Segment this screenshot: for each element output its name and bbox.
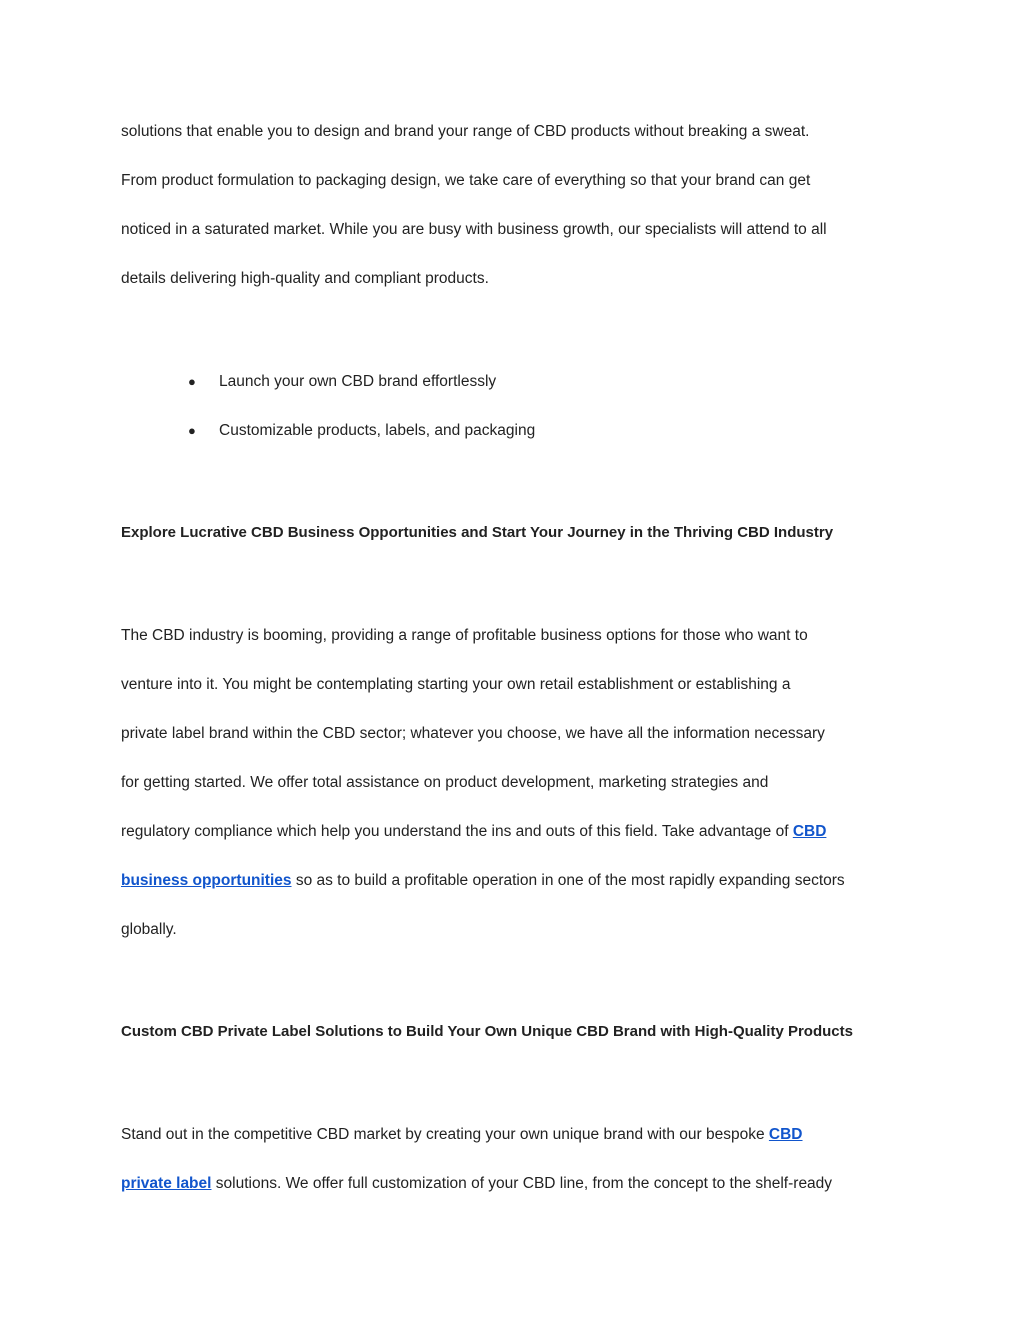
section1-line-7: globally.: [121, 921, 177, 938]
section1-line-2: venture into it. You might be contemplating starting your own retail establishment or establishing a: [121, 676, 791, 693]
section2-heading: Custom CBD Private Label Solutions to Build Your Own Unique CBD Brand with High-Quality Products: [121, 1023, 853, 1040]
section1-line-4: for getting started. We offer total assistance on product development, marketing strategies and: [121, 774, 769, 791]
section1-line-5-text: regulatory compliance which help you understand the ins and outs of this field. Take advantage of: [121, 823, 793, 840]
section1-line-3: private label brand within the CBD sector; whatever you choose, we have all the information necessary: [121, 725, 825, 742]
section2-line-2: [121, 1174, 832, 1194]
section1-line-1: The CBD industry is booming, providing a range of profitable business options for those who want to: [121, 627, 808, 644]
cbd-private-label-link-part1[interactable]: CBD: [768, 1126, 803, 1143]
bullet-marker: ●: [188, 374, 196, 389]
section1-heading: Explore Lucrative CBD Business Opportunities and Start Your Journey in the Thriving CBD Industry: [121, 524, 834, 541]
section1-line-6: [121, 871, 845, 891]
intro-line-3: noticed in a saturated market. While you are busy with business growth, our specialists will attend to all: [121, 221, 827, 238]
intro-line-2: From product formulation to packaging design, we take care of everything so that your brand can get: [121, 172, 811, 189]
section1-line-6-text: so as to build a profitable operation in one of the most rapidly expanding sectors: [291, 872, 845, 889]
cbd-business-opportunities-link-part1[interactable]: CBD: [792, 823, 827, 840]
bullet-item-1: [188, 372, 496, 392]
intro-line-4: details delivering high-quality and compliant products.: [121, 270, 489, 287]
cbd-business-opportunities-link-part2[interactable]: business opportunities: [121, 872, 292, 889]
intro-line-1: solutions that enable you to design and brand your range of CBD products without breaking a sweat.: [121, 123, 810, 140]
section1-line-5: [121, 822, 826, 842]
bullet-item-2: [188, 421, 535, 441]
bullet-text: Launch your own CBD brand effortlessly: [219, 373, 497, 390]
bullet-marker: ●: [188, 423, 196, 438]
section2-line-1: [121, 1125, 803, 1145]
section2-line-1-text: Stand out in the competitive CBD market by creating your own unique brand with our bespoke: [121, 1126, 769, 1143]
section2-line-2-text: solutions. We offer full customization of your CBD line, from the concept to the shelf-ready: [211, 1175, 833, 1192]
cbd-private-label-link-part2[interactable]: private label: [121, 1175, 212, 1192]
bullet-text: Customizable products, labels, and packaging: [219, 422, 536, 439]
